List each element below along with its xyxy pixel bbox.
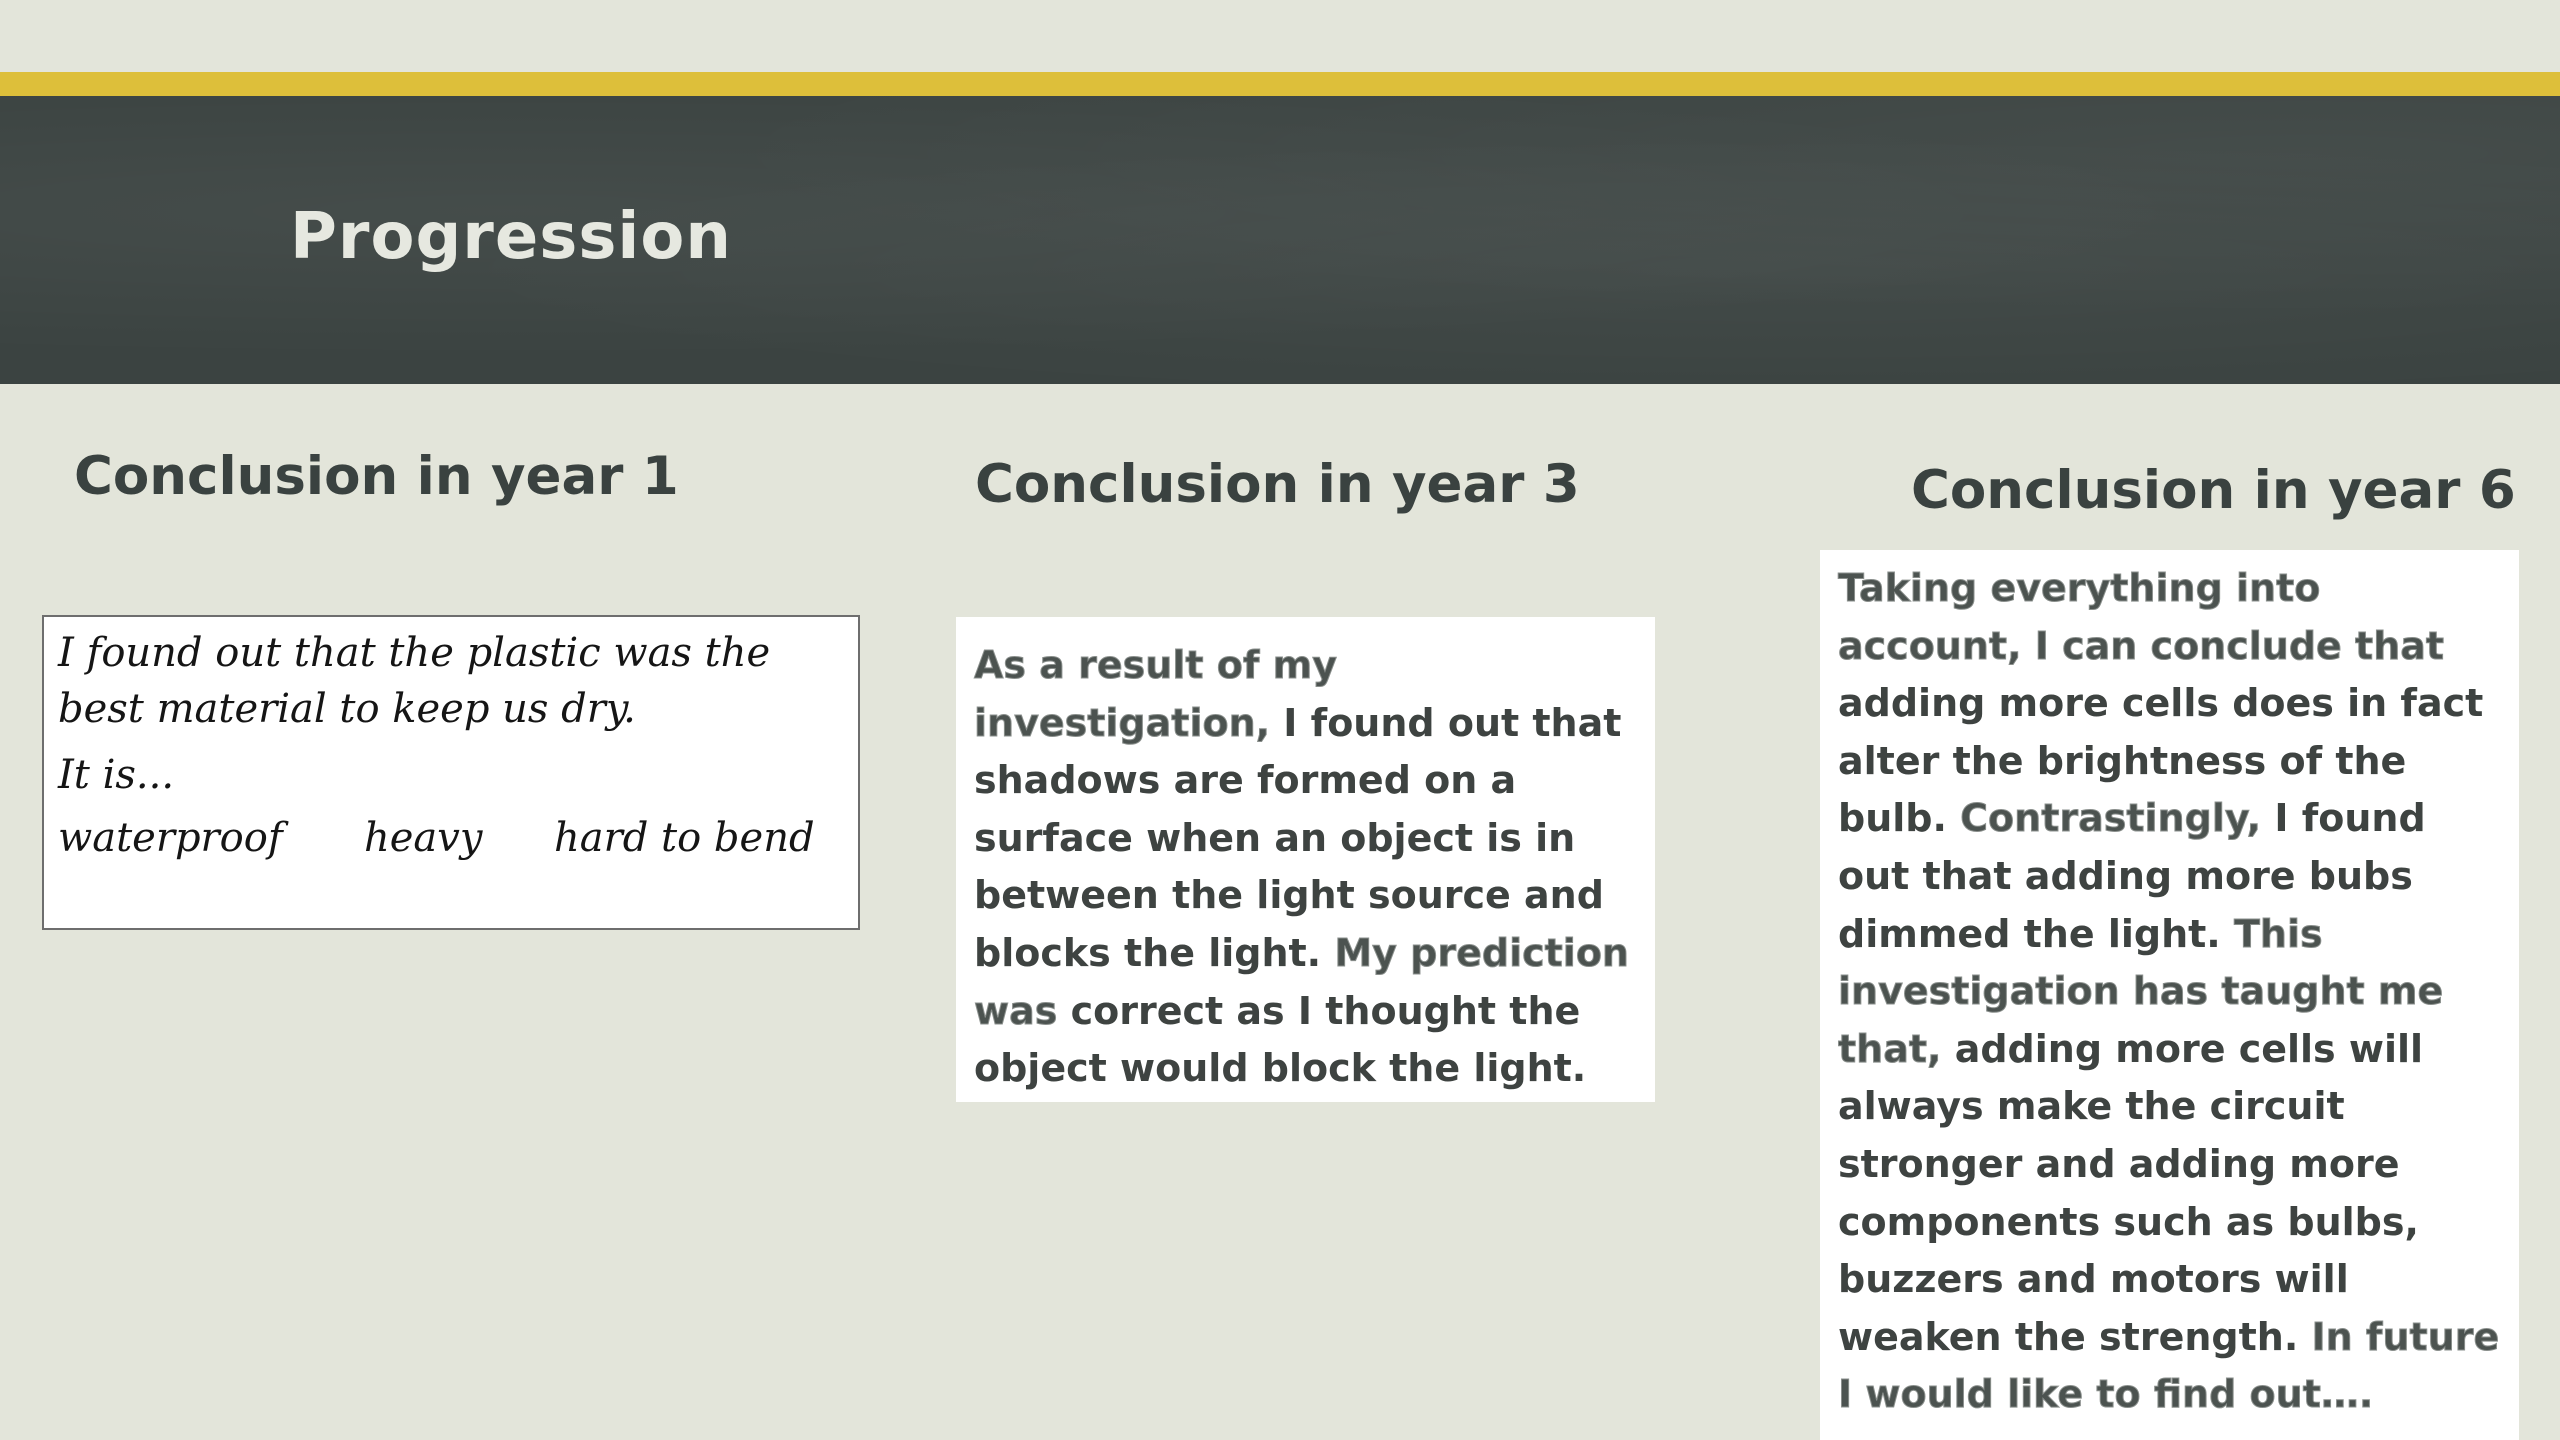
year-3-conclusion-box [956, 617, 1655, 1102]
year-3-text: I found out that shadows are formed on a surface when an object is in between the light source and blocks the light. [974, 700, 1622, 975]
year-3-sentence-starter: My prediction was [974, 930, 1629, 1033]
year-6-text: adding more cells will always make the circuit stronger and adding more components such as bulbs, buzzers and motors will weaken the strength. [1838, 1026, 2424, 1359]
slide-title: Progression [290, 200, 732, 274]
year-3-sentence-starter: As a result of my investigation, [974, 643, 1337, 745]
year-6-text: I found out that adding more bubs dimmed the light. [1838, 796, 2426, 956]
year-3-text: correct as I thought the object would block the light. [974, 988, 1587, 1091]
heading-year-3: Conclusion in year 3 [975, 454, 1580, 515]
year-6-conclusion-box [1820, 550, 2519, 1440]
year-3-conclusion-text [974, 637, 1637, 1098]
word-hard-to-bend: hard to bend [554, 815, 815, 861]
year-6-text: adding more cells does in fact alter the brightness of the bulb. [1838, 681, 2484, 841]
year-6-sentence-starter: In future I would like to find out…. [1838, 1314, 2500, 1417]
year-6-sentence-starter: This investigation has taught me that, [1838, 911, 2444, 1071]
year-6-sentence-starter: Taking everything into account, I can conclude that [1838, 566, 2445, 668]
year-1-prompt: It is... [58, 752, 175, 798]
word-heavy: heavy [364, 815, 483, 861]
year-1-conclusion-box [42, 615, 860, 930]
heading-year-6: Conclusion in year 6 [1911, 460, 2516, 521]
word-waterproof: waterproof [58, 815, 283, 861]
heading-year-1: Conclusion in year 1 [74, 446, 679, 507]
year-1-word-list [58, 815, 844, 861]
year-1-conclusion-text: I found out that the plastic was the best material to keep us dry. [58, 630, 771, 732]
accent-bar [0, 72, 2560, 96]
year-6-conclusion-text [1838, 560, 2501, 1424]
year-6-sentence-starter: Contrastingly, [1960, 796, 2262, 841]
